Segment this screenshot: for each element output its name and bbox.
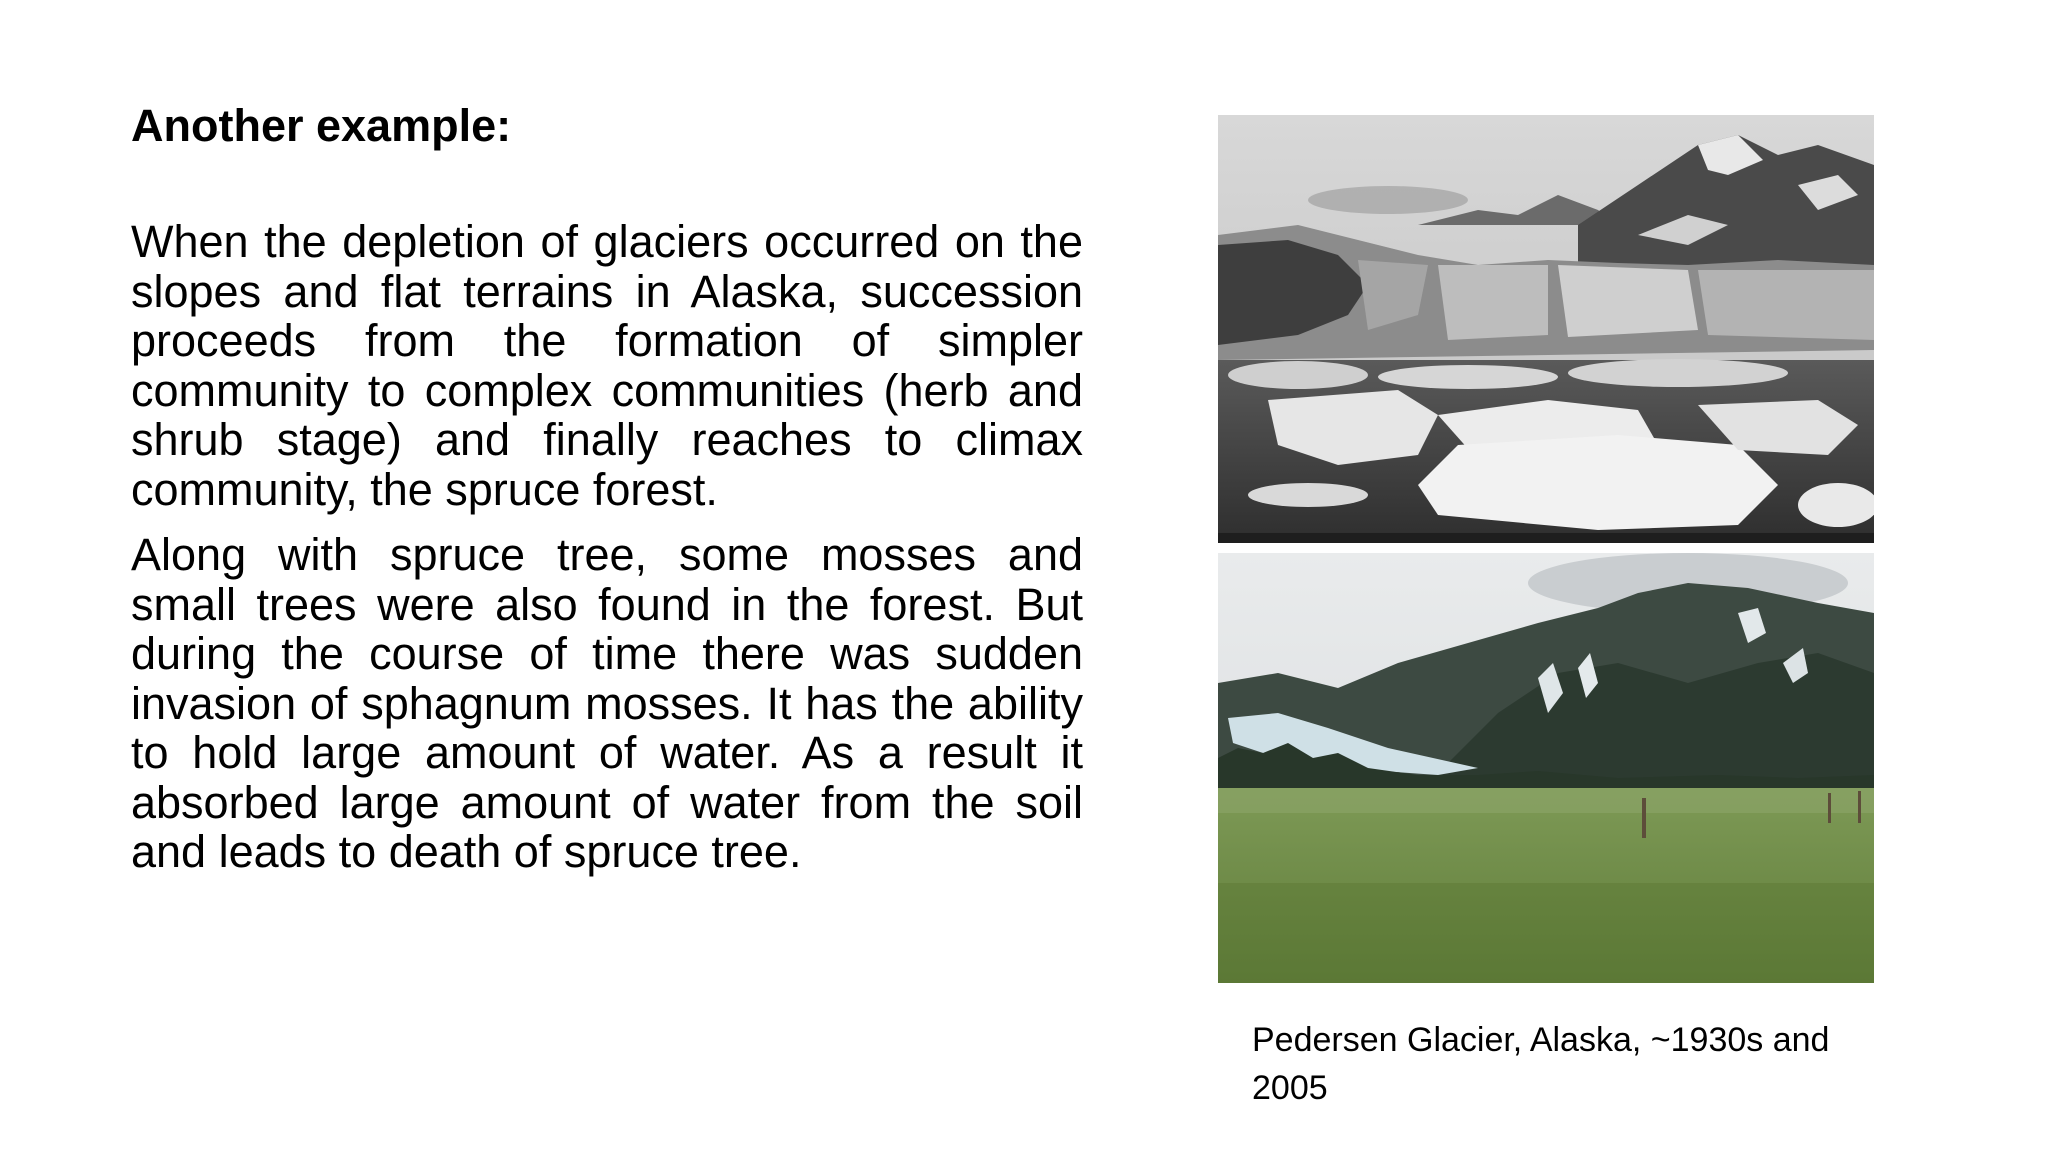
body-text	[131, 217, 1083, 893]
paragraph-sphagnum-invasion: Along with spruce tree, some mosses and small trees were also found in the forest. But during the course of time there was sudden invasion of sphagnum mosses. It has the ability to hold large amount of water. As a result it absorbed large amount of water from the soil and leads to death of spruce tree.	[131, 529, 1083, 877]
meadow-2005-photo	[1218, 553, 1874, 983]
paragraph-glacier-succession: When the depletion of glaciers occurred on the slopes and flat terrains in Alaska, succession proceeds from the formation of simpler community to complex communities (herb and shrub stage) and finally reaches to climax community, the spruce forest.	[131, 216, 1083, 515]
glacier-1930s-photo	[1218, 115, 1874, 543]
slide-heading: Another example:	[131, 100, 512, 151]
photo-caption: Pedersen Glacier, Alaska, ~1930s and 2005	[1252, 1021, 1830, 1107]
